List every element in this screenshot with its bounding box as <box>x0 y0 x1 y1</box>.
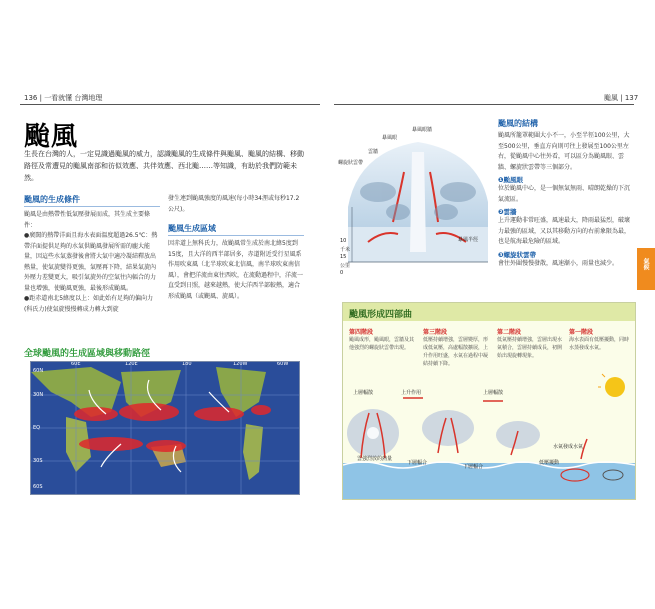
stage-3 <box>423 327 489 368</box>
stage-label: 上升作用 <box>401 390 422 396</box>
diagram-label-eye: 暴風眼 <box>382 135 398 141</box>
right-section-name: 颱風 <box>604 94 618 102</box>
diagram-label-wall: 雲牆 <box>368 149 379 155</box>
diagram-label-radius: 暴風半徑 <box>458 237 479 243</box>
stage-label: 上層輻散 <box>353 390 374 396</box>
stage-desc: 低壓持續增強，雲層變厚，形成低氣壓，高處幅散擴展，上升作用旺盛，水氣在過程中凝結持續下降。 <box>423 337 489 367</box>
formation-text: 颱風是由熱帶性低氣壓發展而成，其生成主要條件： <box>24 211 151 229</box>
structure-wall-heading: ❷雲牆 <box>498 208 517 216</box>
structure-text: 颱風所籠罩範圍大小不一，小至半徑100公里，大至500公里，垂直方向則可往上發展至100公里左右，從颱風中心往外看，可以區分為颱風眼、雲牆、螺旋狀雲帶等三個部分。 <box>498 132 630 171</box>
stage-title: 第二階段 <box>497 329 522 336</box>
typhoon-cross-section <box>338 112 496 282</box>
stage-label: 下層輻合 <box>463 464 484 470</box>
diagram-label-spiral-bands: 螺旋狀雲帶 <box>338 160 364 166</box>
lon-label: 120W <box>233 361 248 367</box>
map-title: 全球颱風的生成區域與移動路徑 <box>24 349 151 359</box>
formation-continued <box>168 194 304 302</box>
lon-label: 60W <box>277 361 289 367</box>
map-graphic <box>31 362 299 494</box>
chapter-tab-label: 氣候 <box>642 258 649 270</box>
stage-2 <box>497 327 563 360</box>
lat-label: 60S <box>33 484 43 490</box>
stage-title: 第一階段 <box>569 329 594 336</box>
lat-label: 30N <box>33 392 44 398</box>
left-page-header: 136 | 一看就懂 台灣地理 <box>24 94 103 102</box>
formation-heading: 颱風的生成條件 <box>24 194 160 207</box>
structure-wall-text: 上升運動非常旺盛，風速最大，降雨最猛烈，破壞力最強的區域，又以其移動方向的右前象限為最，也是航海最危險的區域。 <box>498 217 631 245</box>
structure-text-block <box>498 131 634 269</box>
right-page-number: 137 <box>624 94 639 102</box>
stage-label: 雲強烈放的熱量 <box>357 456 393 462</box>
stage-desc: 颱風成形，颱風眼，雲牆及其他強烈的螺旋狀雲帶出現。 <box>349 337 415 351</box>
world-typhoon-map <box>30 361 300 495</box>
left-header-rule <box>20 104 320 105</box>
diagram-caption: 颱風剖面圖 <box>420 263 460 272</box>
intro-text: 生長在台灣的人，一定見識過颱風的威力，認識颱風的生成條件與颱風、颱風的結構、移動路徑及常遭見的颱風南部和彷似效應、共伴效應、西北颱……等知識，有助於我們防範未然。 <box>24 150 304 182</box>
formation-bullet-1: ●廣闊的熱帶洋面且海水表面溫度超過26.5℃：熱帶洋面提供足夠的水氣供颱風發展所需的龐大能量，因這些水氣蒸發後會將大氣中適冷凝結釋放出熱量，使氣旋變得更強，氣壓再下降，結果氣旋內外壓力差變更大，吸引氣旋外的空氣往內輻合的力量也增強，使颱風更強，最後形成颱風。 <box>24 232 158 292</box>
stage-label: 低壓擾動 <box>539 460 560 466</box>
stage-1 <box>569 327 631 352</box>
page-title: 颱風 <box>24 122 79 152</box>
left-page-number: 136 <box>24 94 38 102</box>
scale-label: 10 <box>340 238 347 244</box>
stage-desc: 低氣壓持續增強，雲層出現水氣積合，雲層持續成長，初開始出現旋轉現象。 <box>497 337 563 359</box>
scale-label: 15 <box>340 254 347 260</box>
lon-label: 60E <box>71 361 81 367</box>
formation-stages-box <box>342 302 636 500</box>
right-page-header: 颱風 | 137 <box>604 94 639 102</box>
stage-label: 下層輻合 <box>407 460 428 466</box>
scale-label: 0 <box>340 270 344 276</box>
stage-title: 第三階段 <box>423 329 448 336</box>
chapter-tab[interactable] <box>637 248 655 290</box>
structure-bands-text: 會往外圍慢慢發散，風速漸小，雨量也減少。 <box>498 259 619 267</box>
scale-label: 公里 <box>340 263 351 269</box>
stages-heading: 颱風形成四部曲 <box>349 310 413 320</box>
lat-label: 60N <box>33 368 44 374</box>
formation-section <box>24 194 160 315</box>
cross-section-graphic <box>338 112 496 282</box>
stage-4 <box>349 327 415 352</box>
structure-eye-text: 位於颱風中心，是一個無氣無雨、晴朗乾燥的下沉氣流區。 <box>498 185 631 203</box>
lat-label: EQ <box>33 425 41 431</box>
structure-eye-heading: ❶颱風眼 <box>498 176 524 184</box>
lat-label: 30S <box>33 458 43 464</box>
stage-label: 上層輻散 <box>483 390 504 396</box>
stage-title: 第四階段 <box>349 329 374 336</box>
formation-bullet-2: ●距赤道南北5緯度以上：如此始有足夠的偏向力(科氏力)使氣旋慢慢轉成力轉大到旋 <box>24 295 154 313</box>
left-book-title: 一看就懂 台灣地理 <box>44 94 103 102</box>
lon-label: 180 <box>182 361 192 367</box>
diagram-label-eyewall: 暴風眼牆 <box>412 127 433 133</box>
stage-desc: 海水表面有低壓擾動，同時水蒸發成水氣。 <box>569 337 630 351</box>
region-heading: 颱風生成區域 <box>168 223 304 236</box>
right-header-rule <box>334 104 634 105</box>
structure-bands-heading: ❸螺旋狀雲帶 <box>498 250 537 259</box>
stage-label: 水氣發成水氣 <box>553 444 584 450</box>
scale-label: 千米 <box>340 247 351 253</box>
formation-continued-text: 發生連到颱風強度的風速(每小時34浬或每秒17.2公尺)。 <box>168 195 300 213</box>
lon-label: 120E <box>125 361 138 367</box>
structure-heading: 颱風的結構 <box>498 119 538 128</box>
region-text: 因赤道上無科氏力，故颱風常生成於南北緯5度到15度，且大洋的西半部居多，赤道附近受行星風系作用吹東風（北半球吹東北信風，南半球吹東南信風），會把洋流由東往西吹，在流動過程中，洋流一直受到日照，越來越熱，使大洋西半部較熱，適合形成颱風（或颶風、旋風）。 <box>168 240 304 300</box>
